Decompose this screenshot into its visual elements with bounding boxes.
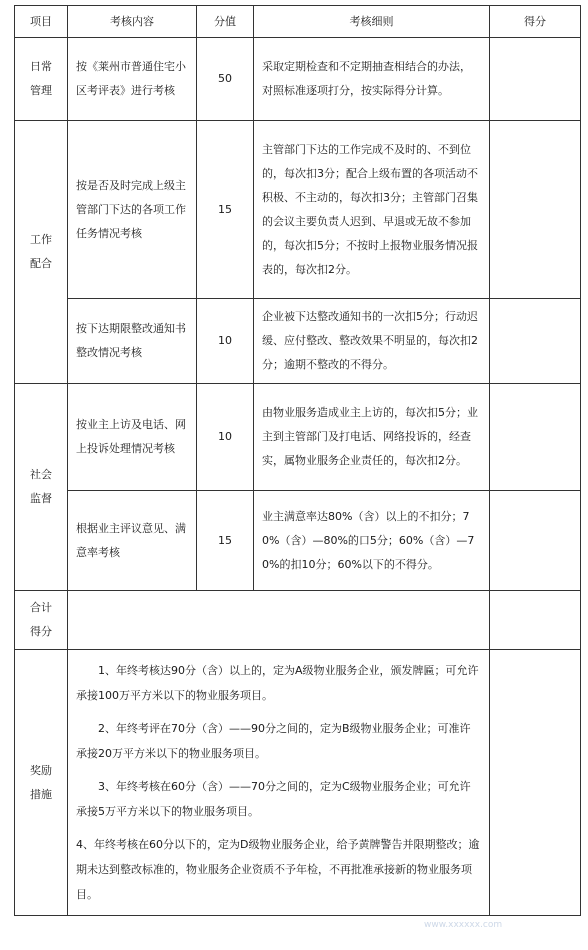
detail-social-a: 由物业服务造成业主上访的，每次扣5分；业主到主管部门及打电话、网络投诉的，经查实，属物业服务企业责任的，每次扣2分。 (254, 384, 490, 491)
reward-paragraph: 4、年终考核在60分以下的，定为D级物业服务企业，给予黄牌警告并限期整改；逾期未达到整改标准的，物业服务企业资质不予年检，不再批准承接新的物业服务项目。 (76, 838, 480, 901)
score-work-b: 10 (197, 299, 254, 384)
result-cell[interactable] (490, 384, 581, 491)
detail-work-a: 主管部门下达的工作完成不及时的、不到位的，每次扣3分；配合上级布置的各项活动不积极、不主动的，每次扣3分；主管部门召集的会议主要负责人迟到、早退或无故不参加的，每次扣5分；不按时上报物业服务情况报表的，每次扣2分。 (254, 121, 490, 299)
reward-content (68, 650, 490, 916)
content-social-a: 按业主上访及电话、网上投诉处理情况考核 (68, 384, 197, 491)
detail-social-b: 业主满意率达80%（含）以上的不扣分；70%（含）—80%的口5分；60%（含）—70%的扣10分；60%以下的不得分。 (254, 491, 490, 591)
table-row (15, 384, 581, 491)
result-cell[interactable] (490, 121, 581, 299)
table-row (15, 121, 581, 299)
watermark: www.xxxxxx.com (424, 920, 503, 930)
reward-paragraph: 2、年终考评在70分（含）——90分之间的，定为B级物业服务企业；可准许承接20万平方米以下的物业服务项目。 (76, 722, 471, 760)
result-cell[interactable] (490, 650, 581, 916)
item-social: 社会监督 (15, 384, 68, 591)
item-reward: 奖励措施 (15, 650, 68, 916)
item-total: 合计得分 (15, 591, 68, 650)
header-result: 得分 (490, 6, 581, 38)
header-detail: 考核细则 (254, 6, 490, 38)
content-social-b: 根据业主评议意见、满意率考核 (68, 491, 197, 591)
score-social-a: 10 (197, 384, 254, 491)
score-social-b: 15 (197, 491, 254, 591)
content-work-b: 按下达期限整改通知书整改情况考核 (68, 299, 197, 384)
table-row (15, 299, 581, 384)
table-row (15, 491, 581, 591)
content-daily: 按《莱州市普通住宅小区考评表》进行考核 (68, 38, 197, 121)
header-content: 考核内容 (68, 6, 197, 38)
table-row (15, 38, 581, 121)
header-item: 项目 (15, 6, 68, 38)
detail-work-b: 企业被下达整改通知书的一次扣5分；行动迟缓、应付整改、整改效果不明显的，每次扣2分；逾期不整改的不得分。 (254, 299, 490, 384)
table-header-row (15, 6, 581, 38)
result-cell[interactable] (490, 491, 581, 591)
content-work-a: 按是否及时完成上级主管部门下达的各项工作任务情况考核 (68, 121, 197, 299)
header-score: 分值 (197, 6, 254, 38)
reward-paragraph: 1、年终考核达90分（含）以上的，定为A级物业服务企业，颁发牌匾；可允许承接100万平方米以下的物业服务项目。 (76, 664, 479, 702)
total-value-cell[interactable] (68, 591, 490, 650)
item-daily: 日常管理 (15, 38, 68, 121)
result-cell[interactable] (490, 591, 581, 650)
score-work-a: 15 (197, 121, 254, 299)
table-row (15, 591, 581, 650)
reward-paragraph: 3、年终考核在60分（含）——70分之间的，定为C级物业服务企业；可允许承接5万平方米以下的物业服务项目。 (76, 780, 471, 818)
item-work: 工作配合 (15, 121, 68, 384)
table-row (15, 650, 581, 916)
detail-daily: 采取定期检查和不定期抽查相结合的办法，对照标准逐项打分，按实际得分计算。 (254, 38, 490, 121)
assessment-table (14, 5, 581, 916)
score-daily: 50 (197, 38, 254, 121)
result-cell[interactable] (490, 299, 581, 384)
result-cell[interactable] (490, 38, 581, 121)
